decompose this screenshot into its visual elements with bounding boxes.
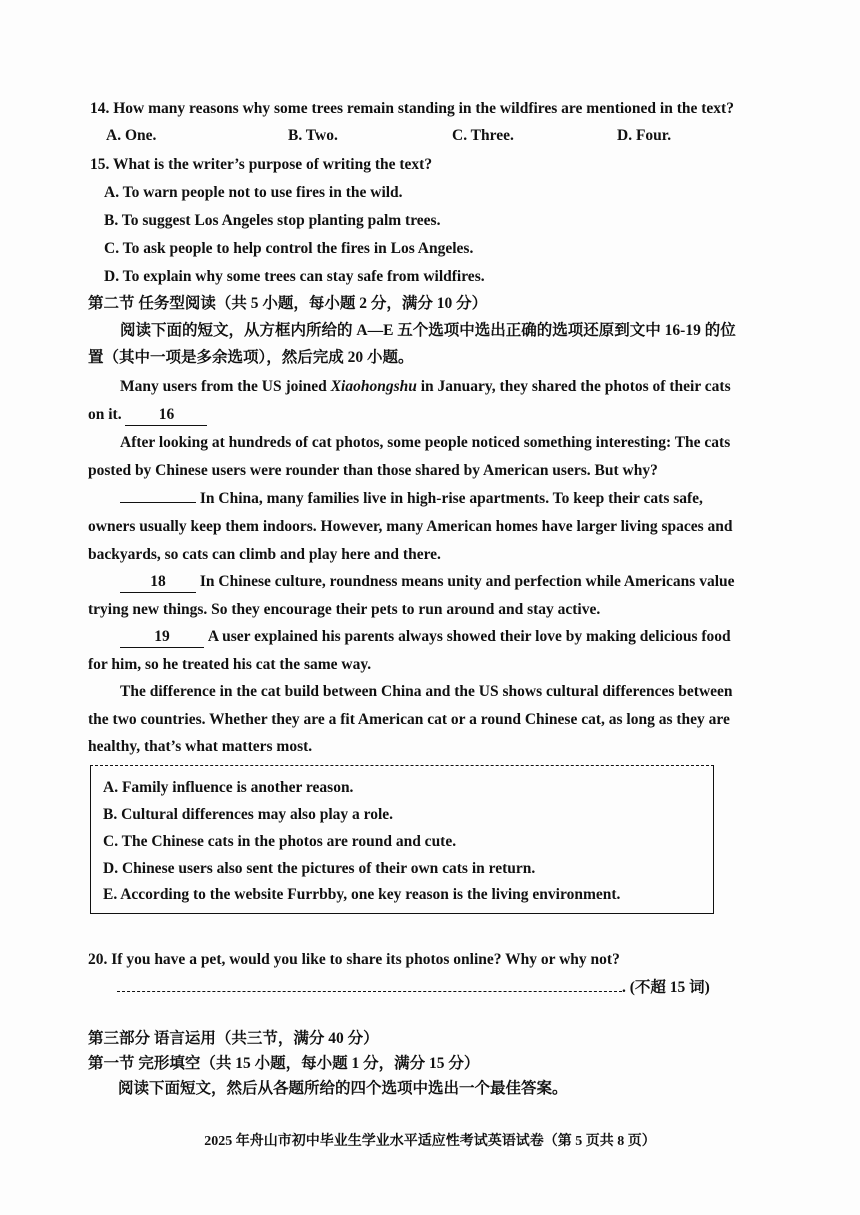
q15-stem: 15. What is the writer’s purpose of writing the text?: [90, 156, 433, 173]
q15-option-d: D. To explain why some trees can stay safe from wildfires.: [104, 268, 485, 285]
passage-p4-line2: trying new things. So they encourage their pets to run around and stay active.: [88, 601, 601, 618]
passage-p1-line2: on it. 16: [88, 405, 207, 426]
passage-p3-line2: owners usually keep them indoors. However, many American homes have larger living spaces and: [88, 518, 733, 535]
passage-p6-line1: The difference in the cat build between China and the US shows cultural differences between: [120, 683, 733, 700]
q14-option-c: C. Three.: [452, 127, 514, 144]
passage-p2-line2: posted by Chinese users were rounder than those shared by American users. But why?: [88, 462, 658, 479]
app-name: Xiaohongshu: [330, 378, 417, 395]
passage-p4-line1: 18 In Chinese culture, roundness means unity and perfection while Americans value: [120, 572, 735, 593]
passage-p3-line3: backyards, so cats can climb and play here and there.: [88, 546, 441, 563]
q20-stem: 20. If you have a pet, would you like to share its photos online? Why or why not?: [88, 951, 620, 968]
passage-p6-line3: healthy, that’s what matters most.: [88, 738, 313, 755]
q15-option-b: B. To suggest Los Angeles stop planting palm trees.: [104, 212, 441, 229]
box-option-b: B. Cultural differences may also play a role.: [103, 806, 394, 823]
blank-17[interactable]: [120, 502, 196, 503]
q15-option-a: A. To warn people not to use fires in the wild.: [104, 184, 403, 201]
box-option-e: E. According to the website Furrbby, one key reason is the living environment.: [103, 886, 621, 903]
q14-option-d: D. Four.: [617, 127, 672, 144]
box-option-c: C. The Chinese cats in the photos are round and cute.: [103, 833, 457, 850]
blank-16[interactable]: 16: [125, 405, 207, 426]
passage-p5-line1: 19 A user explained his parents always showed their love by making delicious food: [120, 627, 731, 648]
passage-p6-line2: the two countries. Whether they are a fit American cat or a round Chinese cat, as long as they are: [88, 711, 730, 728]
box-option-d: D. Chinese users also sent the pictures of their own cats in return.: [103, 860, 536, 877]
options-box: [90, 765, 714, 914]
passage-p5-line2: for him, so he treated his cat the same way.: [88, 656, 372, 673]
part3-heading: 第三部分 语言运用（共三节，满分 40 分）: [88, 1030, 379, 1047]
section2-heading: 第二节 任务型阅读（共 5 小题，每小题 2 分，满分 10 分）: [88, 295, 488, 312]
q14-stem: 14. How many reasons why some trees remain standing in the wildfires are mentioned in the text?: [90, 100, 734, 117]
blank-18[interactable]: 18: [120, 572, 196, 593]
passage-p3-line1: In China, many families live in high-rise apartments. To keep their cats safe,: [120, 489, 703, 509]
q15-option-c: C. To ask people to help control the fires in Los Angeles.: [104, 240, 474, 257]
blank-19[interactable]: 19: [120, 627, 204, 648]
section2-instruction-2: 置（其中一项是多余选项），然后完成 20 小题。: [88, 349, 414, 366]
q14-option-a: A. One.: [106, 127, 157, 144]
box-option-a: A. Family influence is another reason.: [103, 779, 354, 796]
passage-p2-line1: After looking at hundreds of cat photos, some people noticed something interesting: The cats: [120, 434, 731, 451]
q14-option-b: B. Two.: [288, 127, 338, 144]
part3-instruction: 阅读下面短文，然后从各题所给的四个选项中选出一个最佳答案。: [118, 1080, 568, 1097]
part3-section1-heading: 第一节 完形填空（共 15 小题，每小题 1 分，满分 15 分）: [88, 1055, 480, 1072]
q20-word-limit: . (不超 15 词): [622, 979, 710, 996]
passage-p1-line1: Many users from the US joined Xiaohongshu in January, they shared the photos of their cats: [120, 378, 731, 395]
page-footer: 2025 年舟山市初中毕业生学业水平适应性考试英语试卷（第 5 页共 8 页）: [204, 1134, 656, 1149]
section2-instruction-1: 阅读下面的短文，从方框内所给的 A—E 五个选项中选出正确的选项还原到文中 16-19 的位: [120, 322, 736, 339]
q20-answer-line[interactable]: [117, 991, 622, 992]
